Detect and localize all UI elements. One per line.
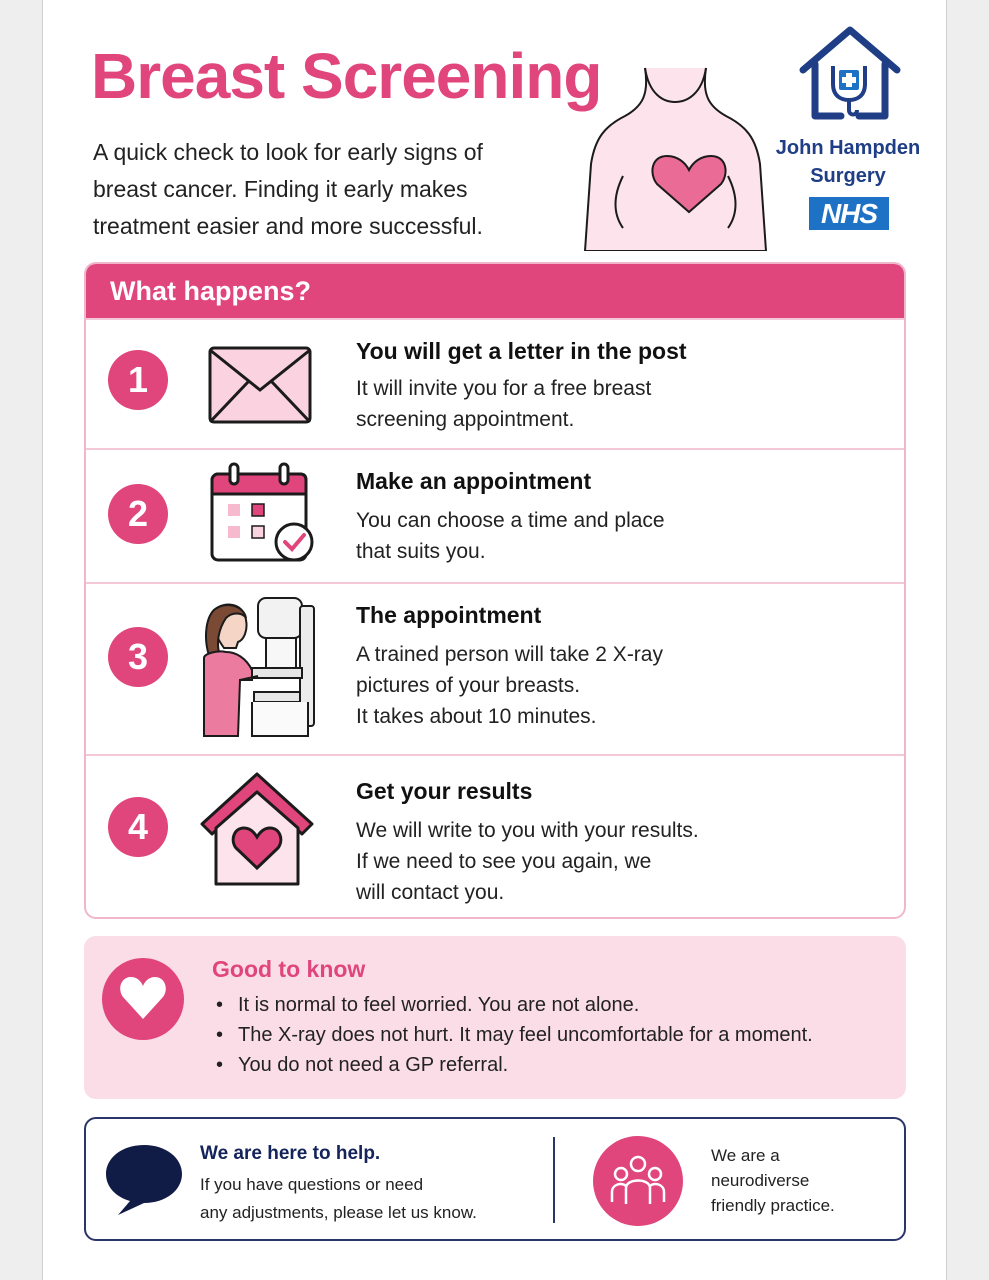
step-line: We will write to you with your results. <box>356 819 699 842</box>
step-line: You can choose a time and place <box>356 509 665 532</box>
nd-line: neurodiverse <box>711 1171 810 1190</box>
neurodiverse-text <box>711 1143 881 1218</box>
help-line: If you have questions or need <box>200 1175 424 1194</box>
step-title: Get your results <box>356 778 533 804</box>
practice-name-line: Surgery <box>810 165 886 187</box>
people-badge <box>593 1136 683 1226</box>
what-happens-panel <box>84 262 906 919</box>
nhs-logo: NHS <box>809 197 889 230</box>
good-to-know-box <box>84 936 906 1099</box>
house-heart-icon <box>198 770 316 888</box>
good-to-know-list <box>214 990 813 1080</box>
step-row-4 <box>86 754 904 919</box>
what-happens-heading: What happens? <box>86 264 904 318</box>
torso-heart-illustration <box>583 66 768 251</box>
step-line: It takes about 10 minutes. <box>356 705 597 728</box>
leaflet-page <box>42 0 947 1280</box>
divider <box>553 1137 555 1223</box>
step-description <box>356 505 776 567</box>
surgery-house-logo-icon <box>795 26 905 122</box>
list-item: • It is normal to feel worried. You are not alone. <box>214 990 813 1020</box>
step-line: will contact you. <box>356 881 505 904</box>
heart-badge <box>102 958 184 1040</box>
speech-bubble-icon <box>104 1141 184 1217</box>
intro-text <box>93 134 563 245</box>
help-box <box>84 1117 906 1241</box>
step-title: You will get a letter in the post <box>356 338 687 364</box>
help-line: any adjustments, please let us know. <box>200 1203 477 1222</box>
help-text <box>200 1171 530 1227</box>
page-title: Breast Screening <box>91 40 602 112</box>
step-row-2 <box>86 448 904 582</box>
step-line: It will invite you for a free breast <box>356 377 652 400</box>
good-to-know-heading: Good to know <box>212 956 366 982</box>
step-number-badge: 4 <box>108 797 168 857</box>
calendar-check-icon <box>208 462 318 564</box>
step-line: screening appointment. <box>356 408 575 431</box>
nd-line: friendly practice. <box>711 1196 835 1215</box>
intro-line: A quick check to look for early signs of <box>93 139 483 165</box>
step-title: Make an appointment <box>356 468 592 494</box>
help-heading: We are here to help. <box>200 1143 381 1164</box>
step-number-badge: 3 <box>108 627 168 687</box>
list-item: • You do not need a GP referral. <box>214 1050 813 1080</box>
people-group-icon <box>610 1154 666 1208</box>
envelope-icon <box>208 346 312 424</box>
mammogram-machine-icon <box>196 596 332 738</box>
step-row-3 <box>86 582 904 754</box>
step-line: pictures of your breasts. <box>356 674 581 697</box>
step-number-badge: 1 <box>108 350 168 410</box>
heart-icon <box>117 975 169 1023</box>
nd-line: We are a <box>711 1146 780 1165</box>
step-line: that suits you. <box>356 540 486 563</box>
practice-name-line: John Hampden <box>775 137 921 159</box>
step-description <box>356 639 776 732</box>
step-title: The appointment <box>356 602 542 628</box>
intro-line: breast cancer. Finding it early makes <box>93 176 468 202</box>
intro-line: treatment easier and more successful. <box>93 213 483 239</box>
step-line: If we need to see you again, we <box>356 850 652 873</box>
step-number-badge: 2 <box>108 484 168 544</box>
practice-name <box>768 134 928 190</box>
list-item: • The X-ray does not hurt. It may feel uncomfortable for a moment. <box>214 1020 813 1050</box>
step-line: A trained person will take 2 X-ray <box>356 643 663 666</box>
step-description <box>356 815 776 908</box>
step-description <box>356 373 776 435</box>
step-row-1 <box>86 318 904 448</box>
